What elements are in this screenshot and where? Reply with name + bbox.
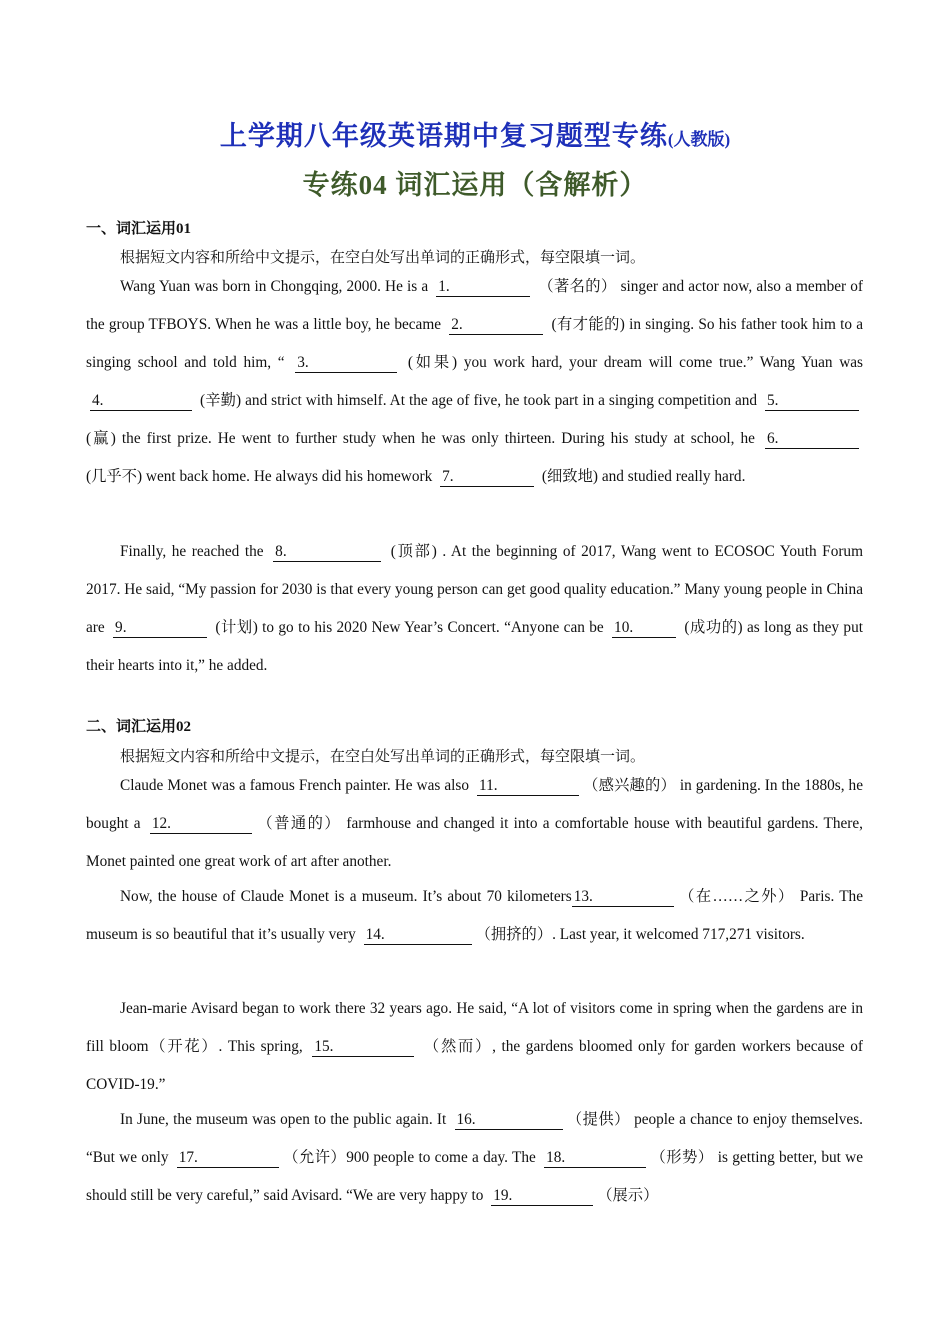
text-run: Jean-marie Avisard began to work there 32 years ago. He said, “A lot of visitors come in spring when the gardens are in fill bloom（开花）. This spring,: [86, 1000, 863, 1055]
text-run: Claude Monet was a famous French painter. He was also: [120, 777, 469, 794]
hint-16: （提供）: [566, 1111, 630, 1128]
text-run: . Last year, it welcomed 717,271 visitors.: [552, 926, 805, 943]
text-run: Now, the house of Claude Monet is a museum. It’s about 70 kilometers: [120, 888, 572, 905]
hint-4: (辛勤): [199, 392, 242, 409]
section-1-heading: 一、词汇运用01: [86, 221, 192, 237]
hint-11: （感兴趣的）: [582, 777, 676, 794]
hint-19: （展示）: [597, 1187, 659, 1204]
hint-5: (赢): [86, 430, 116, 447]
text-run: as long as they put their hearts into it,” he added.: [86, 619, 863, 674]
text-run: In June, the museum was open to the public again. It: [120, 1111, 447, 1128]
hint-8: (顶部): [390, 543, 437, 560]
text-run: people a chance to enjoy themselves. “But we only: [86, 1111, 863, 1166]
text-run: 900 people to come a day. The: [346, 1149, 536, 1166]
section-2-paragraph-2: [86, 878, 863, 954]
section-2-heading: 二、词汇运用02: [86, 719, 192, 735]
blank-8[interactable]: 8.: [273, 543, 381, 562]
hint-10: (成功的): [684, 619, 743, 636]
hint-6: (几乎不): [86, 468, 143, 485]
hint-7: (细致地): [541, 468, 598, 485]
text-run: singer and actor now, also a member of the group TFBOYS. When he was a little boy, he became: [86, 278, 863, 333]
document-title: [0, 114, 950, 153]
hint-15: （然而）: [423, 1038, 493, 1055]
section-1-instruction: 根据短文内容和所给中文提示，在空白处写出单词的正确形式，每空限填一词。: [120, 250, 646, 266]
hint-12: （普通的）: [255, 815, 342, 832]
text-run: to go to his 2020 New Year’s Concert. “Anyone can be: [262, 619, 604, 636]
blank-12[interactable]: 12.: [150, 815, 252, 834]
blank-13[interactable]: 13.: [572, 888, 674, 907]
blank-19[interactable]: 19.: [491, 1187, 593, 1206]
text-run: Finally, he reached the: [120, 543, 264, 560]
blank-17[interactable]: 17.: [177, 1149, 279, 1168]
text-run: and studied really hard.: [601, 468, 746, 485]
section-2-instruction: 根据短文内容和所给中文提示，在空白处写出单词的正确形式，每空限填一词。: [120, 749, 646, 765]
blank-15[interactable]: 15.: [312, 1038, 414, 1057]
blank-5[interactable]: 5.: [765, 392, 859, 411]
blank-4[interactable]: 4.: [90, 392, 192, 411]
text-run: farmhouse and changed it into a comfortable house with beautiful gardens. There, Monet painted one great work of art after another.: [86, 815, 864, 870]
section-2-paragraph-1: [86, 767, 863, 881]
hint-1: （著名的）: [538, 278, 617, 295]
section-2-paragraph-3: [86, 990, 863, 1104]
blank-9[interactable]: 9.: [113, 619, 207, 638]
document-subtitle: 专练04 词汇运用（含解析）: [302, 170, 648, 200]
section-2-paragraph-4: [86, 1101, 863, 1215]
title-edition: (人教版): [667, 130, 731, 149]
section-1-paragraph-1: [86, 268, 863, 496]
blank-7[interactable]: 7.: [440, 468, 534, 487]
hint-3: (如果): [407, 354, 458, 371]
text-run: you work hard, your dream will come true.” Wang Yuan was: [463, 354, 863, 371]
section-1-paragraph-2: [86, 533, 863, 685]
blank-11[interactable]: 11.: [477, 777, 579, 796]
hint-13: （在……之外）: [677, 888, 795, 905]
text-run: . At the beginning of 2017, Wang went to ECOSOC Youth Forum 2017. He said, “My passion for 2030 is that every young person can get good quality education.” Many young people in China are: [86, 543, 863, 636]
hint-2: (有才能的): [551, 316, 625, 333]
text-run: is getting better, but we should still be very careful,” said Avisard. “We are very happy to: [86, 1149, 863, 1204]
text-run: went back home. He always did his homework: [145, 468, 433, 485]
text-run: Wang Yuan was born in Chongqing, 2000. He is a: [120, 278, 429, 295]
text-run: the first prize. He went to further study when he was only thirteen. During his study at school, he: [121, 430, 755, 447]
blank-14[interactable]: 14.: [364, 926, 472, 945]
blank-18[interactable]: 18.: [544, 1149, 646, 1168]
hint-17: （允许）: [282, 1149, 347, 1166]
title-main: 上学期八年级英语期中复习题型专练: [219, 121, 668, 151]
text-run: , the gardens bloomed only for garden workers because of COVID-19.”: [86, 1038, 864, 1093]
blank-16[interactable]: 16.: [455, 1111, 563, 1130]
text-run: in singing. So his father took him to a singing school and told him, “: [86, 316, 864, 371]
blank-2[interactable]: 2.: [449, 316, 543, 335]
text-run: in gardening. In the 1880s, he bought a: [86, 777, 863, 832]
blank-3[interactable]: 3.: [295, 354, 397, 373]
blank-6[interactable]: 6.: [765, 430, 859, 449]
hint-18: （形势）: [650, 1149, 714, 1166]
text-run: Paris. The museum is so beautiful that it’s usually very: [86, 888, 863, 943]
hint-9: (计划): [215, 619, 258, 636]
hint-14: （拥挤的）: [475, 926, 553, 943]
text-run: and strict with himself. At the age of five, he took part in a singing competition and: [245, 392, 758, 409]
blank-1[interactable]: 1.: [436, 278, 530, 297]
blank-10[interactable]: 10.: [612, 619, 676, 638]
